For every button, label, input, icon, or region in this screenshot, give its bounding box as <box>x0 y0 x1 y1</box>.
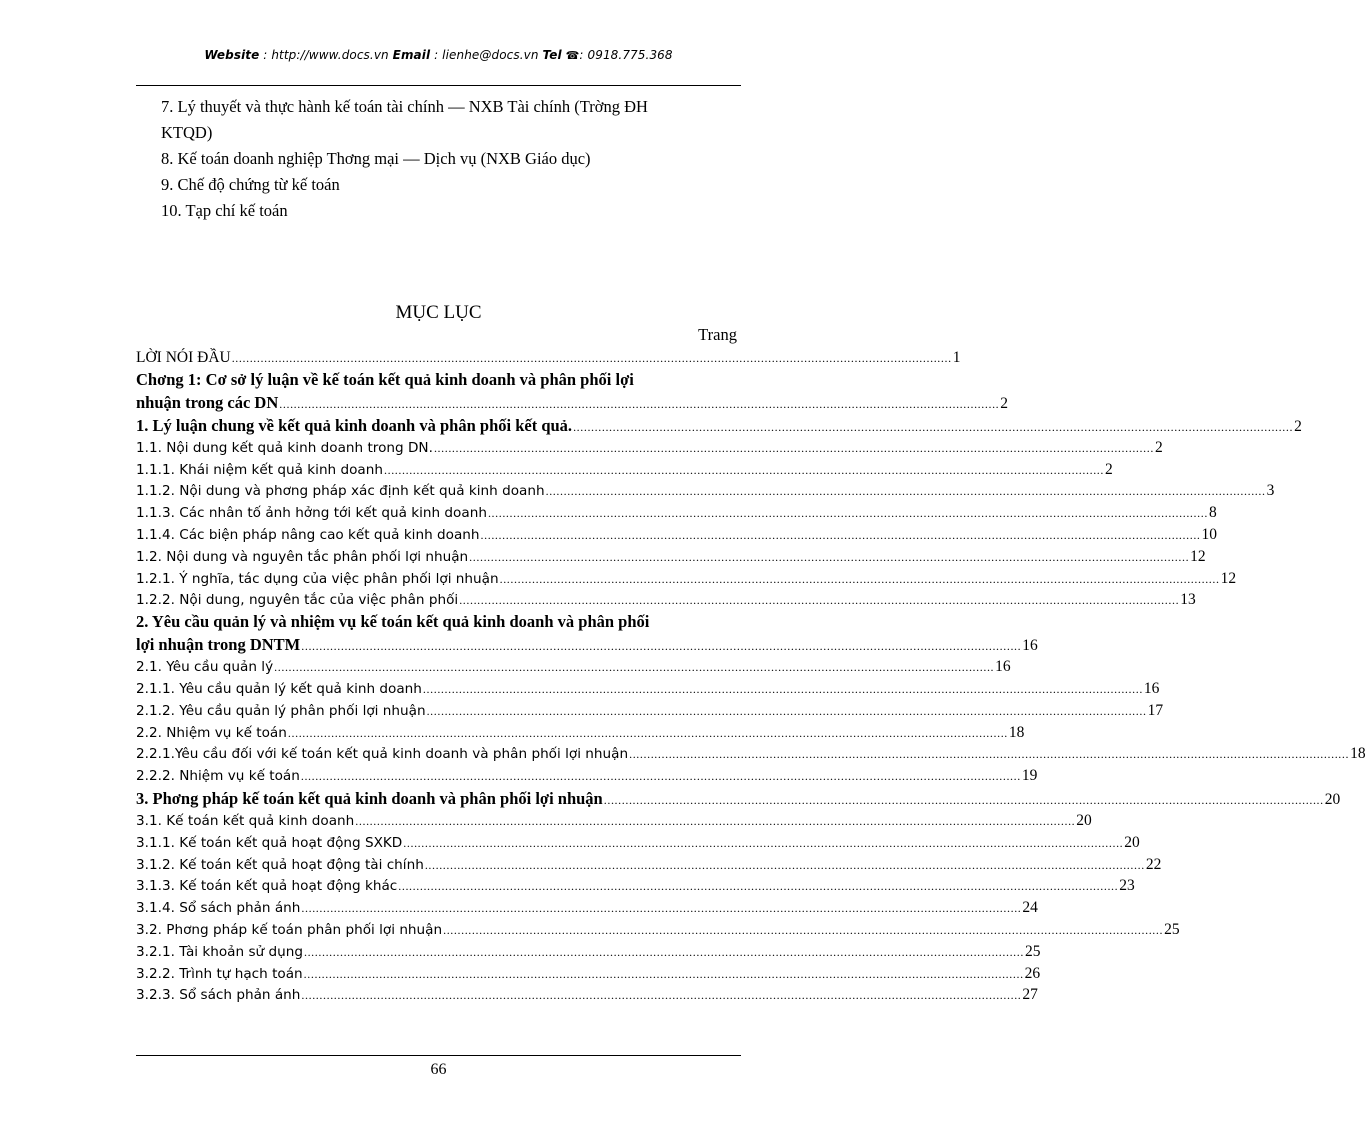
toc-entry-text: nhuận trong các DN <box>136 392 279 412</box>
toc-entry[interactable] <box>136 875 1135 897</box>
table-of-contents <box>136 347 1366 1006</box>
tel-label: Tel <box>542 48 562 62</box>
toc-entry-page: 12 <box>1190 547 1206 565</box>
toc-entry-page: 16 <box>1022 637 1038 655</box>
toc-entry-text: 3.1.2. Kế toán kết quả hoạt động tài chính <box>136 856 424 873</box>
toc-entry[interactable] <box>136 787 1341 810</box>
toc-entry-text: 3.1. Kế toán kết quả kinh doanh <box>136 812 355 829</box>
toc-entry-page: 10 <box>1201 525 1218 543</box>
toc-entry[interactable] <box>136 897 1038 919</box>
toc-entry-page: 26 <box>1024 964 1041 982</box>
toc-entry-page: 20 <box>1076 811 1092 829</box>
toc-leader-dots: ........................................................................................................................................................................................................ <box>403 835 1124 850</box>
footer-divider <box>136 1055 741 1056</box>
toc-entry-text: 3.1.1. Kế toán kết quả hoạt động SXKD <box>136 834 403 851</box>
toc-title: MỤC LỤC <box>395 302 482 323</box>
toc-entry[interactable] <box>136 963 1041 985</box>
toc-leader-dots: ........................................................................................................................................................................................................ <box>499 571 1220 586</box>
toc-entry-page: 16 <box>1143 679 1160 697</box>
toc-entry-page: 13 <box>1180 591 1196 609</box>
toc-entry-text: 2.1.1. Yêu cầu quản lý kết quả kinh doanh <box>136 680 422 697</box>
toc-entry-page: 20 <box>1324 790 1341 808</box>
toc-leader-dots: ........................................................................................................................................................................................................ <box>355 813 1076 828</box>
email-link[interactable]: lienhe@docs.vn <box>442 48 539 62</box>
toc-entry-text: 1. Lý luận chung về kết quả kinh doanh và phân phối kết quả. <box>136 415 573 435</box>
reference-item: 9. Chế độ chứng từ kế toán <box>161 175 340 194</box>
toc-entry-page: 2 <box>1105 460 1113 478</box>
toc-leader-dots: ........................................................................................................................................................................................................ <box>274 660 995 675</box>
toc-entry-text: 2.2.1.Yêu cầu đối với kế toán kết quả kinh doanh và phân phối lợi nhuận <box>136 746 629 763</box>
site-header: Website : http://www.docs.vn Email : lienhe@docs.vn Tel ☎: 0918.775.368 <box>204 48 673 62</box>
toc-entry-page: 25 <box>1024 942 1041 960</box>
toc-entry-page: 23 <box>1119 877 1135 895</box>
toc-leader-dots: ........................................................................................................................................................................................................ <box>629 747 1350 762</box>
toc-leader-dots: ........................................................................................................................................................................................................ <box>443 922 1164 937</box>
references-list <box>161 94 741 224</box>
toc-entry[interactable] <box>136 414 1302 437</box>
toc-entry-text: 1.1.3. Các nhân tố ảnh hởng tới kết quả kinh doanh <box>136 505 487 522</box>
toc-entry[interactable] <box>136 633 1038 656</box>
toc-leader-dots: ........................................................................................................................................................................................................ <box>384 462 1104 477</box>
toc-entry-text: 1.1. Nội dung kết quả kinh doanh trong DN. <box>136 439 433 456</box>
toc-entry-page: 2 <box>1000 394 1009 412</box>
website-link[interactable]: http://www.docs.vn <box>271 48 389 62</box>
toc-entry-page: 16 <box>995 658 1011 676</box>
toc-entry-page: 8 <box>1208 504 1217 522</box>
toc-entry-text: 1.2.1. Ý nghĩa, tác dụng của việc phân phối lợi nhuận <box>136 570 499 587</box>
toc-entry[interactable] <box>136 810 1092 832</box>
reference-item: 10. Tạp chí kế toán <box>161 201 288 220</box>
email-label: Email <box>392 48 431 62</box>
toc-leader-dots: ........................................................................................................................................................................................................ <box>424 857 1145 872</box>
toc-entry[interactable] <box>136 546 1206 568</box>
toc-entry[interactable] <box>136 502 1217 524</box>
toc-leader-dots: ........................................................................................................................................................................................................ <box>480 527 1201 542</box>
toc-entry-page: 12 <box>1220 569 1237 587</box>
reference-item: 7. Lý thuyết và thực hành kế toán tài chính — NXB Tài chính (Trờng ĐH <box>161 97 648 116</box>
toc-leader-dots: ........................................................................................................................................................................................................ <box>459 593 1180 608</box>
toc-entry[interactable] <box>136 919 1180 941</box>
toc-entry[interactable] <box>136 656 1011 678</box>
toc-entry-text: 1.1.4. Các biện pháp nâng cao kết quả kinh doanh <box>136 526 480 543</box>
toc-entry[interactable] <box>136 437 1163 459</box>
toc-entry[interactable] <box>136 743 1366 765</box>
toc-entry[interactable] <box>136 369 738 391</box>
tel-value: 0918.775.368 <box>587 48 673 62</box>
toc-entry-page: 1 <box>952 349 961 366</box>
toc-leader-dots: ........................................................................................................................................................................................................ <box>301 639 1022 654</box>
toc-entry-text: lợi nhuận trong DNTM <box>136 635 301 655</box>
toc-leader-dots: ........................................................................................................................................................................................................ <box>301 988 1022 1003</box>
toc-entry[interactable] <box>136 589 1196 611</box>
toc-entry-text: 1.1.2. Nội dung và phơng pháp xác định kết quả kinh doanh <box>136 483 545 500</box>
toc-entry[interactable] <box>136 722 1025 744</box>
toc-leader-dots: ........................................................................................................................................................................................................ <box>303 944 1024 959</box>
toc-entry-text: 2.2.2. Nhiệm vụ kế toán <box>136 768 300 785</box>
toc-leader-dots: ........................................................................................................................................................................................................ <box>573 419 1294 434</box>
toc-entry-text: 1.1.1. Khái niệm kết quả kinh doanh <box>136 461 383 478</box>
toc-entry-text: LỜI NÓI ĐẦU <box>136 349 231 366</box>
header-divider <box>136 85 741 86</box>
toc-entry-text: Chơng 1: Cơ sở lý luận về kế toán kết quả kinh doanh và phân phối lợi <box>136 369 634 389</box>
toc-entry-page: 3 <box>1266 482 1275 500</box>
toc-entry-page: 2 <box>1294 417 1302 435</box>
toc-entry[interactable] <box>136 854 1162 876</box>
toc-page-column-label: Trang <box>698 325 737 344</box>
toc-entry[interactable] <box>136 459 1113 481</box>
toc-entry-text: 3.2.2. Trình tự hạch toán <box>136 965 303 982</box>
toc-entry[interactable] <box>136 568 1237 590</box>
toc-entry-page: 25 <box>1164 920 1180 938</box>
toc-leader-dots: ........................................................................................................................................................................................................ <box>301 901 1022 916</box>
toc-entry-text: 3. Phơng pháp kế toán kết quả kinh doanh và phân phối lợi nhuận <box>136 788 603 808</box>
toc-entry-text: 2.1. Yêu cầu quản lý <box>136 659 274 676</box>
toc-entry-text: 2.1.2. Yêu cầu quản lý phân phối lợi nhuận <box>136 702 426 719</box>
toc-leader-dots: ........................................................................................................................................................................................................ <box>545 484 1266 499</box>
toc-entry-page: 27 <box>1022 986 1038 1004</box>
toc-entry[interactable] <box>136 391 1009 414</box>
toc-entry-page: 20 <box>1124 833 1140 851</box>
toc-entry-page: 2 <box>1154 438 1163 456</box>
toc-entry[interactable] <box>136 611 738 633</box>
reference-item: 8. Kế toán doanh nghiệp Thơng mại — Dịch vụ (NXB Giáo dục) <box>161 149 591 168</box>
toc-entry[interactable] <box>136 678 1160 700</box>
toc-leader-dots: ........................................................................................................................................................................................................ <box>426 703 1147 718</box>
toc-leader-dots: ........................................................................................................................................................................................................ <box>469 549 1190 564</box>
toc-leader-dots: ........................................................................................................................................................................................................ <box>603 792 1324 807</box>
toc-entry-page: 22 <box>1145 855 1162 873</box>
toc-entry[interactable] <box>136 700 1164 722</box>
toc-leader-dots: ........................................................................................................................................................................................................ <box>303 966 1024 981</box>
toc-leader-dots: ........................................................................................................................................................................................................ <box>487 506 1208 521</box>
toc-entry[interactable] <box>136 984 1038 1006</box>
toc-entry-text: 1.2. Nội dung và nguyên tắc phân phối lợi nhuận <box>136 548 469 565</box>
toc-entry-text: 2.2. Nhiệm vụ kế toán <box>136 724 287 741</box>
toc-leader-dots: ........................................................................................................................................................................................................ <box>300 769 1021 784</box>
toc-entry-text: 1.2.2. Nội dung, nguyên tắc của việc phân phối <box>136 592 459 609</box>
toc-entry-page: 17 <box>1147 701 1164 719</box>
toc-entry[interactable] <box>136 832 1140 854</box>
website-label: Website <box>204 48 260 62</box>
toc-entry-page: 18 <box>1008 723 1025 741</box>
toc-leader-dots: ........................................................................................................................................................................................................ <box>433 440 1154 455</box>
toc-leader-dots: ........................................................................................................................................................................................................ <box>279 396 1000 411</box>
toc-entry-text: 3.2.3. Sổ sách phản ánh <box>136 987 301 1004</box>
toc-entry[interactable] <box>136 765 1038 787</box>
toc-leader-dots: ........................................................................................................................................................................................................ <box>287 725 1008 740</box>
toc-entry[interactable] <box>136 941 1041 963</box>
toc-entry-text: 2. Yêu cầu quản lý và nhiệm vụ kế toán kết quả kinh doanh và phân phối <box>136 612 650 632</box>
toc-leader-dots: ........................................................................................................................................................................................................ <box>231 351 952 365</box>
toc-leader-dots: ........................................................................................................................................................................................................ <box>422 681 1143 696</box>
page-number: 66 <box>430 1061 447 1078</box>
toc-entry[interactable] <box>136 347 961 369</box>
toc-entry[interactable] <box>136 524 1218 546</box>
toc-entry-page: 19 <box>1021 767 1038 785</box>
toc-entry-text: 3.1.4. Sổ sách phản ánh <box>136 900 301 917</box>
toc-leader-dots: ........................................................................................................................................................................................................ <box>398 879 1119 894</box>
reference-item-continued: KTQD) <box>161 123 213 142</box>
toc-entry-text: 3.2. Phơng pháp kế toán phân phối lợi nhuận <box>136 921 443 938</box>
phone-icon: ☎ <box>565 49 580 62</box>
toc-entry-text: 3.1.3. Kế toán kết quả hoạt động khác <box>136 878 398 895</box>
toc-entry[interactable] <box>136 480 1275 502</box>
toc-entry-text: 3.2.1. Tài khoản sử dụng <box>136 943 303 960</box>
toc-entry-page: 24 <box>1022 899 1038 917</box>
toc-entry-page: 18 <box>1350 745 1366 763</box>
